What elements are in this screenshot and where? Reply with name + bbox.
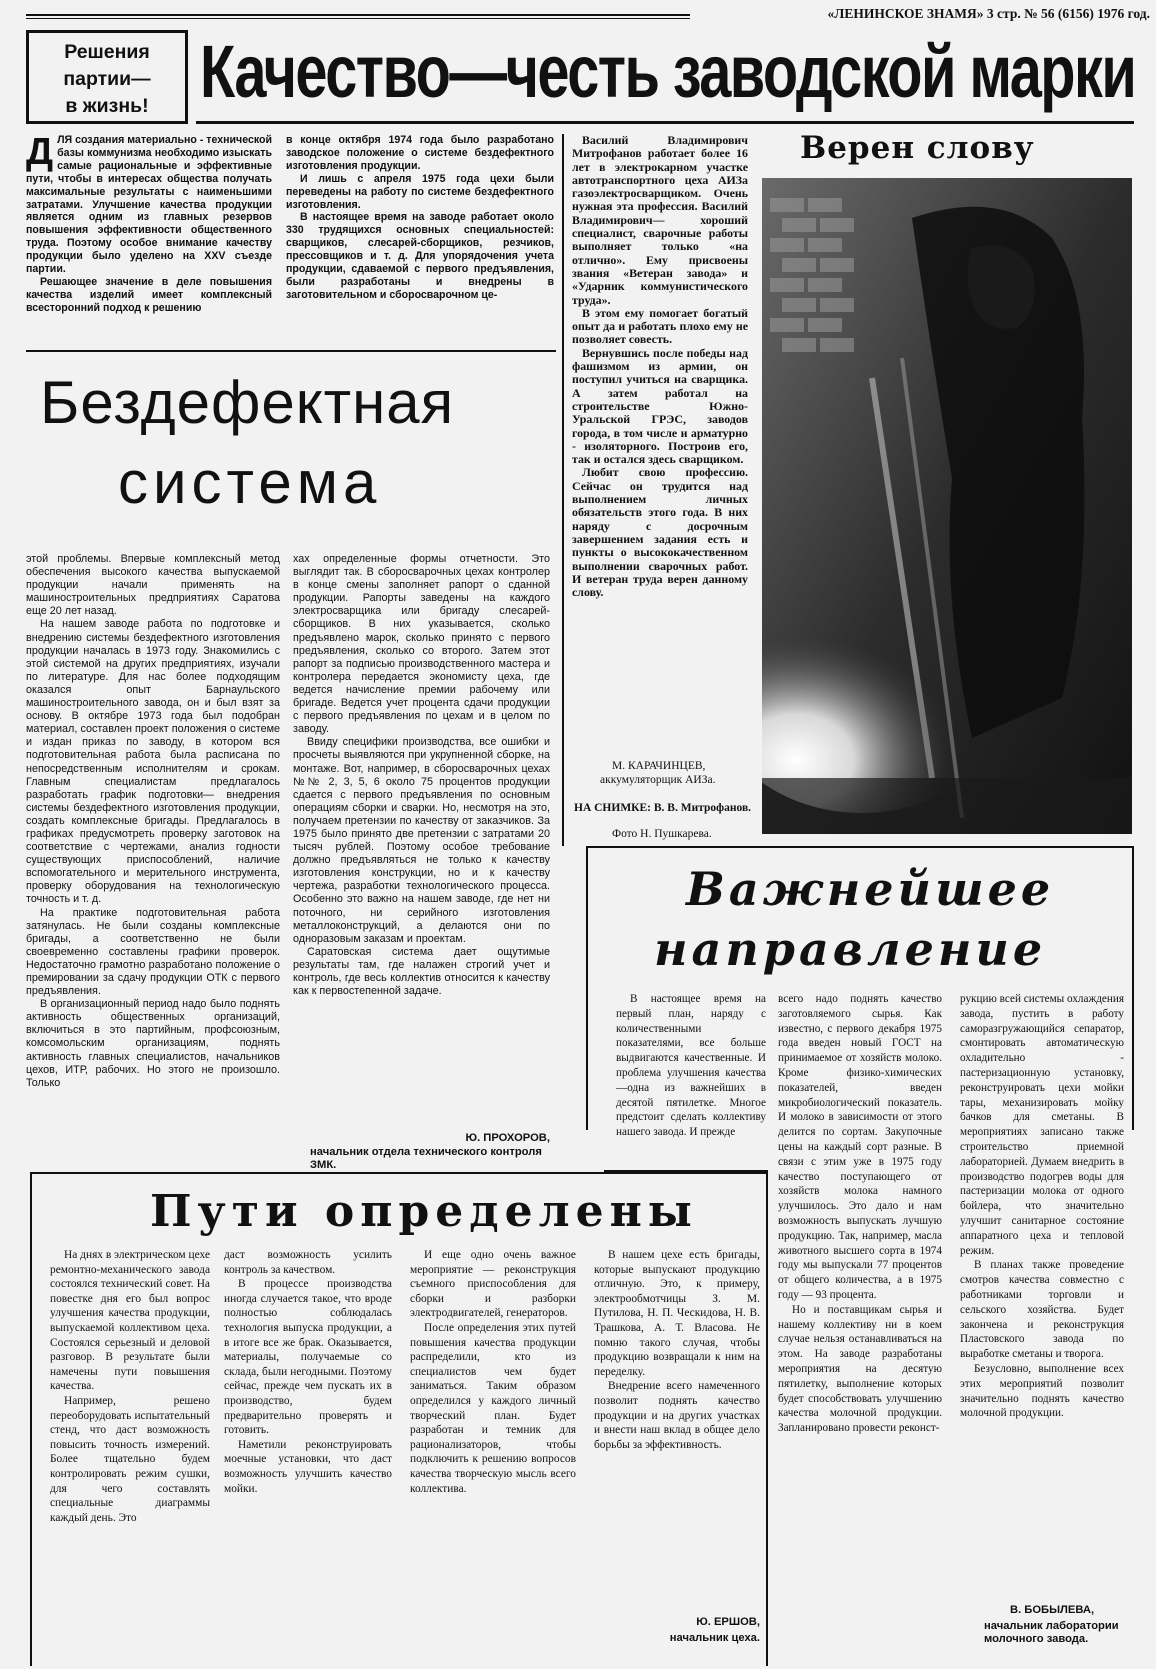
vazh-col3-para-1: рукцию всей системы охлаждения завода, пустить в работу саморазгружающийся сепаратор, смонтировать автоматическую охладительно - пастеризационную установку, реконструировать цехи мойки тары, механизировать мойку бачков для сметаны. В мероприятиях записано также строительство приемной лабораторией. Думаем внедрить в производство подогрев воды для пастеризации молока от одного бойлера, что значительно улучшит санитарное состояние аппаратного цеха и тепловой режим.: [960, 993, 1124, 1257]
bezdefekt-col1-para-3: На практике подготовительная работа затянулась. Не были созданы комплексные бригады, а соответственно не были своевременно составлены графики проверок. Недостаточно грамотно разработано положение о премировании за сдачу продукции ОТК с первого предъявления.: [26, 906, 280, 998]
bezdefekt-col2-para-1: хах определенные формы отчетности. Это выглядит так. В сборосварочных цехах контролер в конце смены заполняет рапорт о сданной продукции. Рапорты заведены на каждого электросварщика или бригаду слесарей-сборщиков. В них указывается, сколько предъявлено марок, сколько принято с первого предъявления, сколько со второго. Затем этот рапорт за подписью производственного мастера и контролера передается экономисту цеха, где ведется начисление премии рабочему или бригаде. Ведется учет процента сдачи продукции с первого предъявления по цехам и в целом по заводу.: [293, 553, 550, 736]
column-divider: [562, 134, 564, 846]
vazh-title-line-2: направление: [654, 922, 1047, 976]
veren-para-3: Вернувшись после победы над фашизмом из армии, он поступил учиться на сварщика. А затем работал на строительстве Южно-Уральской ГРЭС, заводов города, в том числе и арматурно - изоляторного. Построив его, так и остался здесь сварщиком.: [572, 345, 748, 467]
vazh-col3-para-3: Безусловно, выполнение всех этих мероприятий позволит значительно поднять качество молочной продукции.: [960, 1362, 1124, 1420]
photo-credit: Фото Н. Пушкарева.: [612, 828, 712, 840]
vazh-column-3: [960, 992, 1124, 1592]
intro-col1-para-1: ЛЯ создания материально - технической базы коммунизма необходимо изыскать самые рациональные и эффективные пути, чтобы в интересах общества получать максимальные результаты с наименьшими затратами. Улучшение качества продукции является одним из главных резервов повышения эффективности общественного труда. Поэтому особое внимание качеству продукции было уделено на XXV съезде партии.: [26, 134, 272, 276]
masthead: «ЛЕНИНСКОЕ ЗНАМЯ» 3 стр. № 56 (6156) 1976 год.: [827, 6, 1150, 21]
caption-label: НА СНИМКЕ:: [574, 802, 652, 814]
intro-col2-para-3: В настоящее время на заводе работает около 330 трудящихся основных специальностей: сварщиков, слесарей-сборщиков, резчиков, прессовщиков и т. д. Для упорядочения учета продукции, сдаваемой с первого предъявления, были разработаны и внедрены в заготовительном и сборосварочном це-: [286, 211, 554, 301]
drop-cap: Д: [26, 134, 54, 173]
masthead-rule-left: [26, 14, 690, 16]
puti-col1-para-1: На днях в электрическом цехе ремонтно-механического завода состоялся технический совет. На повестке дня его был вопрос улучшения качества продукции, выпускаемой коллективом цеха. Состоялся серьезный и деловой разговор. В результате были намечены пути повышения качества.: [50, 1249, 210, 1393]
puti-col3-para-1: И еще одно очень важное мероприятие — реконструкция съемного приспособления для сборки и разборки электродвигателей, генераторов.: [410, 1249, 576, 1320]
intro-col2-para-2: И лишь с апреля 1975 года цехи были переведены на работу по системе бездефектного изготовления.: [286, 172, 554, 211]
vazh-signature-name: В. БОБЫЛЕВА,: [1010, 1604, 1095, 1616]
puti-title: Пути определены: [150, 1186, 698, 1237]
puti-col3-para-2: После определения этих путей повышения качества продукции распределили, кто из специалистов чем будет заниматься. Таким образом определился у каждого личный творческий план. Будет разработан и темник для рационализаторов, чтобы подключить к решению вопросов качества творческую мысль всего коллектива.: [410, 1321, 576, 1495]
puti-signature-name: Ю. ЕРШОВ,: [696, 1616, 760, 1628]
bezdefekt-col1-para-4: В организационный период надо было поднять активность общественных организаций, включиться в это партийным, профсоюзным, комсомольским организациям, поднять активность главных специалистов, начальников цехов, ИТР, рабочих. Но этого не произошло. Только: [26, 998, 280, 1089]
puti-column-3: [410, 1248, 576, 1662]
photo-caption: [574, 802, 754, 816]
veren-signature-name: М. КАРАЧИНЦЕВ,: [612, 760, 706, 772]
puti-column-1: [50, 1248, 210, 1662]
bezdefekt-title-line-2: система: [118, 449, 382, 516]
welder-photo-image: [762, 178, 1132, 834]
puti-column-2: [224, 1248, 392, 1662]
puti-col2-para-1: даст возможность усилить контроль за качеством.: [224, 1249, 392, 1276]
veren-para-1: Василий Владимирович Митрофанов работает более 16 лет в электрокарном участке автотранспортного цеха АИЗа газоэлектросварщиком. Очень нужная эта профессия. Василий Владимирович— хороший специалист, сварочные работы выполняет только «на отлично». Ему присвоены звания «Ветеран завода» и «Ударник коммунистического труда».: [572, 134, 748, 307]
puti-column-4: [594, 1248, 760, 1598]
bezdefekt-col2-para-2: Ввиду специфики производства, все ошибки и просчеты выявляются при укрупненной сборке, на монтаже. Вот, например, в сборосварочных цехах №№ 2, 3, 5, 6 около 75 процентов продукции сдается с первого предъявления по основным операциям сборки и сварки. Но, несмотря на это, получаем претензии по качеству от заказчиков. За 1975 было принято две претензии с затратами 20 тысяч рублей. Поэтому особое требование должно предъявляться не только к качеству изготовления конструкции, но и к качеству чертежа, разработки технологического процесса. Особенно это важно на нашем заводе, где нет ни поточного, ни серийного изготовления металлоконструкций, а делаются они по одноразовым заказам и проектам.: [293, 736, 550, 945]
bezdefekt-signature-position: начальник отдела технического контроля ЗМК.: [310, 1146, 542, 1171]
puti-col4-para-1: В нашем цехе есть бригады, которые выпускают продукцию отличную. Это, к примеру, электрообмотчицы З. М. Путилова, Н. П. Ческидова, Н. В. Трашкова, А. Т. Власова. Не помню такого случая, чтобы продукцию возвращали к ним на переделку.: [594, 1249, 760, 1378]
bezdefekt-title-line-1: Бездефектная: [40, 369, 455, 436]
vazh-col3-para-2: В планах также проведение смотров качества совместно с работниками торговли и сельского хозяйства. Будет закончена и реконструкция Пластовского завода по выработке сметаны и творога.: [960, 1259, 1124, 1361]
welder-photo: [762, 178, 1132, 834]
page-headline: Качество—честь заводской марки: [200, 30, 1136, 113]
puti-col2-para-3: Наметили реконструировать моечные установки, что даст возможность улучшить качество мойки.: [224, 1438, 392, 1495]
puti-col2-para-2: В процессе производства иногда случается такое, что вроде полностью соблюдалась технология выпуска продукции, а в итоге все же брак. Оказывается, материалы, получаемые со склада, были негодными. Поэтому сейчас, прежде чем пускать их в производство, будем предварительно проверять и готовить.: [224, 1278, 392, 1437]
intro-col1-para-2: Решающее значение в деле повышения качества изделий имеет комплексный всесторонний подход к решению: [26, 275, 272, 314]
veren-para-2: В этом ему помогает богатый опыт да и работать плохо ему не позволяет совесть.: [572, 305, 748, 347]
vazh-col1-para-1: В настоящее время на первый план, наряду с количественными показателями, все больше выдвигаются качественные. И проблема улучшения качества—одна из важнейших в десятой пятилетке. Многое предстоит сделать коллективу нашего завода. И прежде: [616, 993, 766, 1139]
bezdefekt-col1-para-1: этой проблемы. Впервые комплексный метод обеспечения высокого качества выпускаемой продукции начали применять на машиностроительных предприятиях Саратова еще 20 лет назад.: [26, 553, 280, 618]
intro-column-1: [26, 134, 272, 344]
vazh-col2-para-2: Но и поставщикам сырья и нашему коллективу ни в коем случае нельзя останавливаться на этом. На заводе разработаны мероприятия на десятую пятилетку, выполнение которых будет способствовать улучшению качества молочной продукции. Запланировано провести реконст-: [778, 1303, 942, 1435]
puti-signature-position: начальник цеха.: [669, 1632, 760, 1644]
slogan-line-1: Решения: [64, 41, 150, 63]
bezdefekt-column-2: [293, 553, 550, 1119]
vazh-column-2: [778, 992, 942, 1658]
bezdefekt-col1-para-2: На нашем заводе работа по подготовке и внедрению системы бездефектного изготовления продукции началась в 1973 году. Знакомились с этой системой на других предприятиях, изучали по литературе. Для нас более подходящим оказался опыт Барнаульского машиностроительного завода, он и был взят за основу. В октябре 1973 года был подобран материал, составлен проект положения о системе и издан приказ по заводу, в котором вся подготовительная работа была расписана по непосредственным исполнителям и срокам. Главным специалистам предлагалось разработать график подготовки— внедрения системы бездефектного изготовления продукции, создать комплексные бригады. Предлагалось в графиках предусмотреть проверку заготовок на соответствие с чертежами, анализ годности существующих приспособлений, наличие вспомогательного и мерительного инструмента, проверку оборудования на технологическую точность и т. д.: [26, 618, 280, 906]
puti-col1-para-2: Например, решено переоборудовать испытательный стенд, что даст возможность повысить точность измерений. Более тщательно будем контролировать режим сушки, для чего составлять специальные диаграммы каждый день. Это: [50, 1394, 210, 1524]
bezdefekt-col2-para-3: Саратовская система дает ощутимые результаты там, где налажен строгий учет и контроль, где весь коллектив относится к качеству как к первостепенной задаче.: [293, 945, 550, 998]
veren-signature-position: аккумуляторщик АИЗа.: [600, 774, 716, 786]
veren-para-4: Любит свою профессию. Сейчас он трудится над выполнением личных обязательств этого года. В них наряду с досрочным завершением задания есть и пункты о высококачественном выполнении сварочных работ. И ветеран труда верен данному слову.: [572, 465, 748, 600]
slogan-badge: [26, 30, 188, 124]
veren-title: Верен слову: [800, 130, 1035, 166]
vazh-col2-para-1: всего надо поднять качество заготовляемого сырья. Как известно, с первого декабря 1975 года введен новый ГОСТ на принимаемое от хозяйств молоко. Кроме физико-химических показателей, введен микробиологический показатель. И молоко в зависимости от этого делится по сортам. Закупочные цены на каждый сорт разные. В связи с этим уже в 1975 году качество поступающего от хозяйств молока намного улучшилось. Это дало и нам возможность выпускать лучшую продукцию. Так, например, масла животного высшего сорта в 1974 году мы выпускали 77 процентов от общего количества, а в 1975 году — 93 процента.: [778, 993, 942, 1301]
puti-col4-para-2: Внедрение всего намеченного позволит поднять качество продукции и на других участках и внести наш вклад в общее дело борьбы за эффективность.: [594, 1380, 760, 1451]
vazh-signature-position: начальник лаборатории молочного завода.: [984, 1620, 1119, 1645]
vazh-title-line-1: Важнейшее: [686, 862, 1055, 916]
intro-column-2: [286, 134, 554, 344]
headline-rule: [196, 121, 1134, 124]
intro-bottom-rule: [26, 350, 556, 352]
bezdefekt-column-1: [26, 553, 280, 1165]
vazh-column-1: [616, 992, 766, 1162]
bezdefekt-signature-name: Ю. ПРОХОРОВ,: [465, 1132, 550, 1144]
slogan-line-3: в жизнь!: [65, 95, 149, 117]
intro-col2-para-1: в конце октября 1974 года было разработано заводское положение о системе бездефектного изготовления продукции.: [286, 134, 554, 172]
slogan-line-2: партии—: [63, 68, 151, 90]
masthead-rule-left-2: [26, 18, 690, 19]
veren-text: [572, 134, 748, 766]
caption-text: В. В. Митрофанов.: [653, 802, 752, 814]
